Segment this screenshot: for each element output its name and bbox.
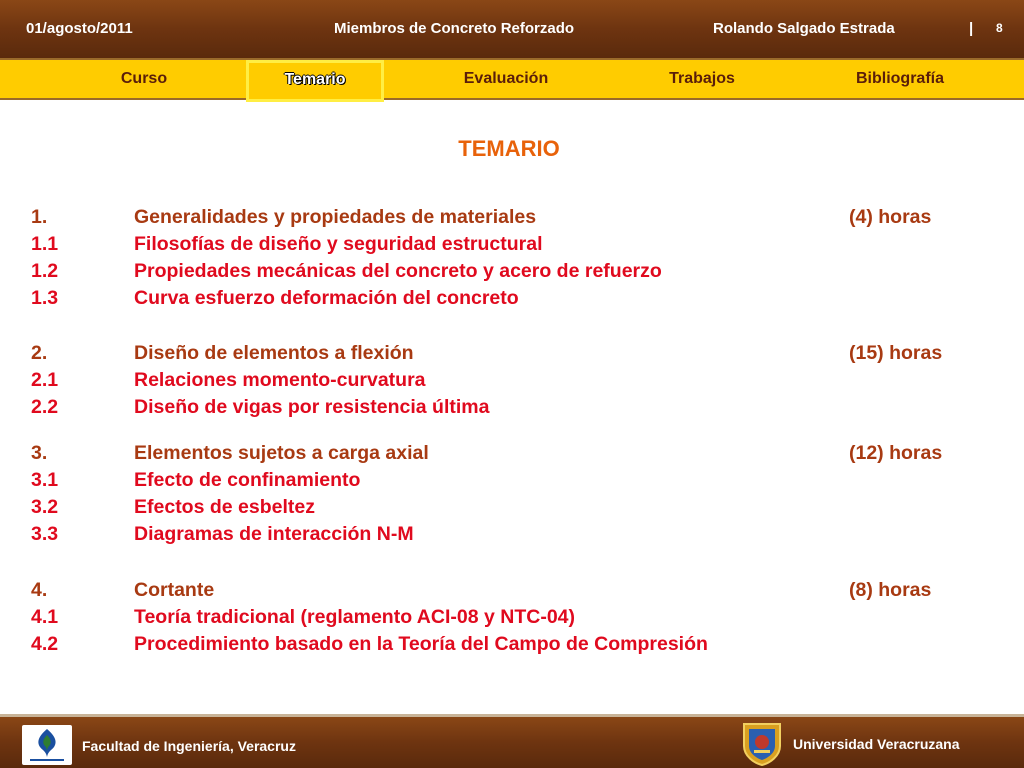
nav-bibliografia-link[interactable]: Bibliografía [855,70,944,87]
subsection-title: Efecto de confinamiento [134,469,361,491]
subsection-title: Relaciones momento-curvatura [134,369,426,391]
uv-flame-logo-icon [22,725,72,765]
subsection-title: Efectos de esbeltez [134,496,315,518]
header-author: Rolando Salgado Estrada [713,20,895,37]
nav-curso-link[interactable]: Curso [120,70,168,87]
subsection-number: 2.2 [31,396,59,418]
section-title: Elementos sujetos a carga axial [134,442,429,464]
subsection-row [0,233,1024,259]
header-date: 01/agosto/2011 [26,20,133,37]
subsection-title: Procedimiento basado en la Teoría del Campo de Compresión [134,633,708,655]
subsection-title: Filosofías de diseño y seguridad estructural [134,233,543,255]
footer-faculty: Facultad de Ingeniería, Veracruz [82,738,296,754]
subsection-row [0,287,1024,313]
nav-evaluacion-link[interactable]: Evaluación [463,70,549,87]
section-row [0,206,1024,232]
section-hours: (4) horas [849,206,932,228]
footer-bar [0,714,1024,768]
section-number: 1. [31,206,48,228]
section-row [0,442,1024,468]
footer-university: Universidad Veracruzana [793,736,960,752]
subsection-number: 3.1 [31,469,59,491]
header-separator: | [969,20,974,37]
subsection-row [0,396,1024,422]
section-hours: (15) horas [849,342,943,364]
university-shield-icon [740,720,784,766]
page-title: TEMARIO [458,136,560,161]
subsection-row [0,633,1024,659]
subsection-number: 2.1 [31,369,59,391]
nav-trabajos-link[interactable]: Trabajos [669,70,735,87]
nav-bar [0,58,1024,100]
subsection-number: 4.1 [31,606,59,628]
subsection-row [0,369,1024,395]
section-title: Cortante [134,579,215,601]
nav-temario-link-active[interactable]: Temario [246,60,384,102]
subsection-row [0,606,1024,632]
subsection-title: Diseño de vigas por resistencia última [134,396,490,418]
subsection-title: Curva esfuerzo deformación del concreto [134,287,519,309]
subsection-title: Diagramas de interacción N-M [134,523,414,545]
subsection-title: Teoría tradicional (reglamento ACI-08 y NTC-04) [134,606,576,628]
page-number: 8 [996,21,1003,35]
section-number: 3. [31,442,48,464]
subsection-row [0,469,1024,495]
header-course-title: Miembros de Concreto Reforzado [334,20,575,37]
section-hours: (8) horas [849,579,932,601]
subsection-row [0,260,1024,286]
subsection-number: 3.3 [31,523,59,545]
section-title: Diseño de elementos a flexión [134,342,414,364]
subsection-number: 1.2 [31,260,59,282]
section-row [0,342,1024,368]
subsection-number: 4.2 [31,633,59,655]
section-row [0,579,1024,605]
section-hours: (12) horas [849,442,943,464]
subsection-number: 1.1 [31,233,59,255]
subsection-row [0,496,1024,522]
subsection-title: Propiedades mecánicas del concreto y acero de refuerzo [134,260,662,282]
subsection-number: 3.2 [31,496,59,518]
subsection-number: 1.3 [31,287,59,309]
section-number: 2. [31,342,48,364]
subsection-row [0,523,1024,549]
section-title: Generalidades y propiedades de materiales [134,206,537,228]
section-number: 4. [31,579,48,601]
top-header-bar [0,0,1024,58]
